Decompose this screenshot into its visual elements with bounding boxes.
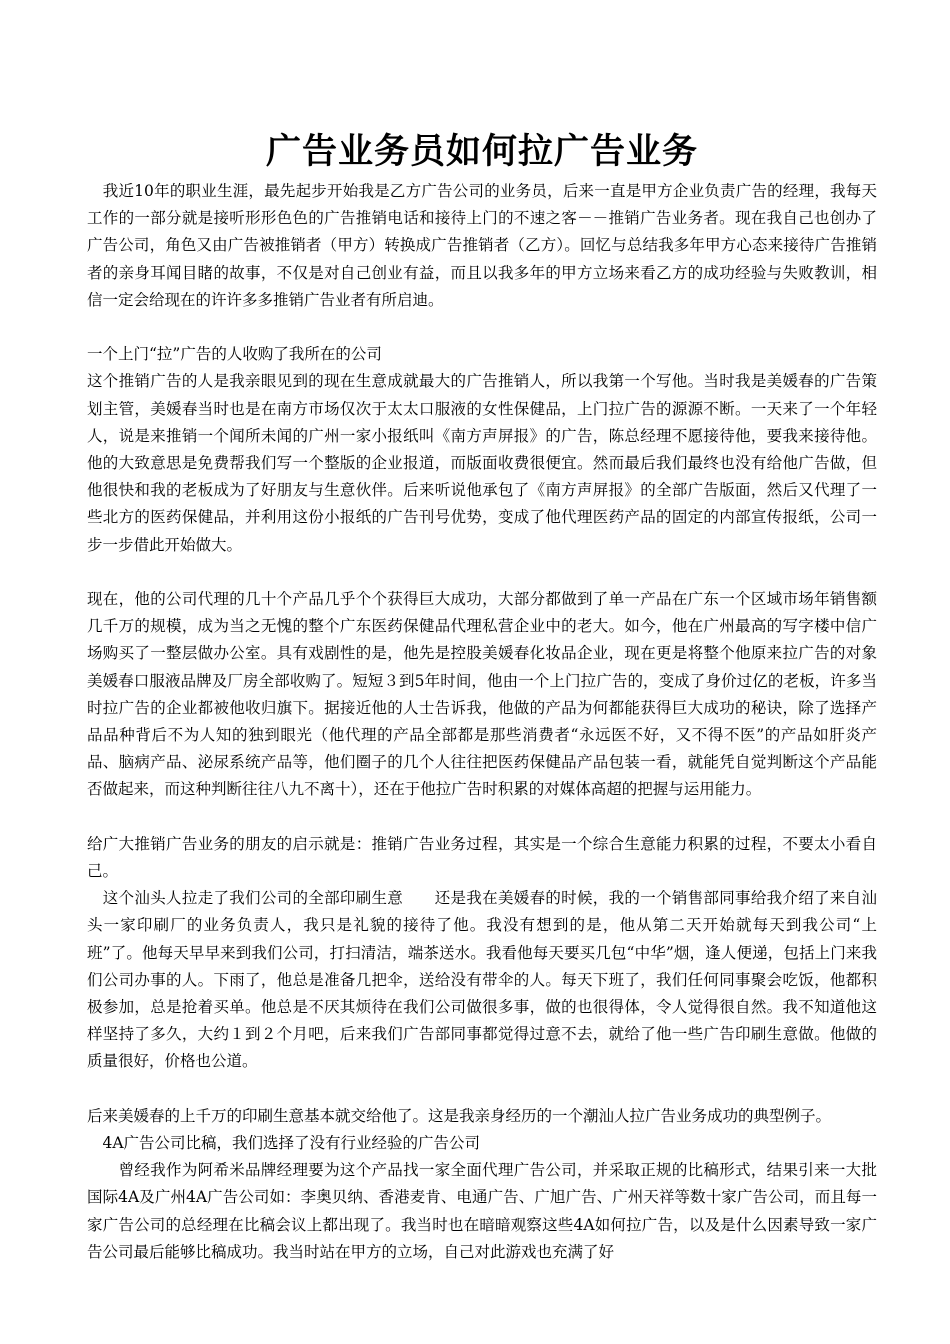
section-heading-3: 4A广告公司比稿，我们选择了没有行业经验的广告公司 <box>87 1134 481 1153</box>
section-heading-1: 一个上门“拉”广告的人收购了我所在的公司 <box>87 345 382 364</box>
blank-line <box>87 314 877 341</box>
paragraph-story-2: 这个汕头人拉走了我们公司的全部印刷生意 还是我在美媛春的时候，我的一个销售部同事给我介绍了来自汕头一家印刷厂的业务负责人，我只是礼貌的接待了他。我没有想到的是，他从第二天开始就每天到我公司“上班”了。他每天早早来到我们公司，打扫清洁，端茶送水。我看他每天要买几包“中华”烟，逢人便递，包括上门来我们公司办事的人。下雨了，他总是准备几把伞，送给没有带伞的人。每天下班了，我们任何同事聚会吃饭，他都积极参加，总是抢着买单。他总是不厌其烦待在我们公司做很多事，做的也很得体，令人觉得很自然。我不知道他这样坚持了多久，大约１到２个月吧，后来我们广告部同事都觉得过意不去，就给了他一些广告印刷生意做。他做的质量很好，价格也公道。 <box>87 889 877 1071</box>
document-page <box>87 128 877 1266</box>
paragraph-intro: 我近10年的职业生涯，最先起步开始我是乙方广告公司的业务员，后来一直是甲方企业负责广告的经理，我每天工作的一部分就是接听形形色色的广告推销电话和接待上门的不速之客－－推销广告业务者。现在我自己也创办了广告公司，角色又由广告被推销者（甲方）转换成广告推销者（乙方）。回忆与总结我多年甲方心态来接待广告推销者的亲身耳闻目睹的故事，不仅是对自己创业有益，而且以我多年的甲方立场来看乙方的成功经验与失败教训，相信一定会给现在的许许多多推销广告业者有所启迪。 <box>87 182 877 309</box>
paragraph-story-2-end: 后来美媛春的上千万的印刷生意基本就交给他了。这是我亲身经历的一个潮汕人拉广告业务成功的典型例子。 <box>87 1106 832 1125</box>
blank-line <box>87 1076 877 1103</box>
paragraph-story-1-cont: 现在，他的公司代理的几十个产品几乎个个获得巨大成功，大部分都做到了单一产品在广东一个区域市场年销售额几千万的规模，成为当之无愧的整个广东医药保健品代理私营企业中的老大。如今，他在广州最高的写字楼中信广场购买了一整层做办公室。具有戏剧性的是，他先是控股美媛春化妆品企业，现在更是将整个他原来拉广告的对象美媛春口服液品牌及厂房全部收购了。短短３到5年时间，他由一个上门拉广告的，变成了身价过亿的老板，许多当时拉广告的企业都被他收归旗下。据接近他的人士告诉我，他做的产品为何都能获得巨大成功的秘诀，除了选择产品品种背后不为人知的独到眼光（他代理的产品全部都是那些消费者“永远医不好，又不得不医”的产品如肝炎产品、脑病产品、泌尿系统产品等，他们圈子的几个人往往把医药保健品产品包装一看，就能凭自觉判断这个产品能否做起来，而这种判断往往八九不离十），还在于他拉广告时积累的对媒体高超的把握与运用能力。 <box>87 590 877 799</box>
paragraph-story-1: 这个推销广告的人是我亲眼见到的现在生意成就最大的广告推销人，所以我第一个写他。当时我是美媛春的广告策划主管，美媛春当时也是在南方市场仅次于太太口服液的女性保健品，上门拉广告的源源不断。一天来了一个年轻人，说是来推销一个闻所未闻的广州一家小报纸叫《南方声屏报》的广告，陈总经理不愿接待他，要我来接待他。他的大致意思是免费帮我们写一个整版的企业报道，而版面收费很便宜。然而最后我们最终也没有给他广告做，但他很快和我的老板成为了好朋友与生意伙伴。后来听说他承包了《南方声屏报》的全部广告版面，然后又代理了一些北方的医药保健品，并利用这份小报纸的广告刊号优势，变成了他代理医药产品的固定的内部宣传报纸，公司一步一步借此开始做大。 <box>87 372 877 554</box>
blank-line <box>87 804 877 831</box>
document-title: 广告业务员如何拉广告业务 <box>265 132 698 172</box>
paragraph-story-3: 曾经我作为阿希米品牌经理要为这个产品找一家全面代理广告公司，并采取正规的比稿形式，结果引来一大批国际4A及广州4A广告公司如：李奥贝纳、香港麦肯、电通广告、广旭广告、广州天祥等数十家广告公司，而且每一家广告公司的总经理在比稿会议上都出现了。我当时也在暗暗观察这些4A如何拉广告，以及是什么因素导致一家广告公司最后能够比稿成功。我当时站在甲方的立场，自己对此游戏也充满了好 <box>87 1161 877 1261</box>
paragraph-lesson-1: 给广大推销广告业务的朋友的启示就是：推销广告业务过程，其实是一个综合生意能力积累的过程，不要太小看自己。 <box>87 834 877 881</box>
blank-line <box>87 559 877 586</box>
